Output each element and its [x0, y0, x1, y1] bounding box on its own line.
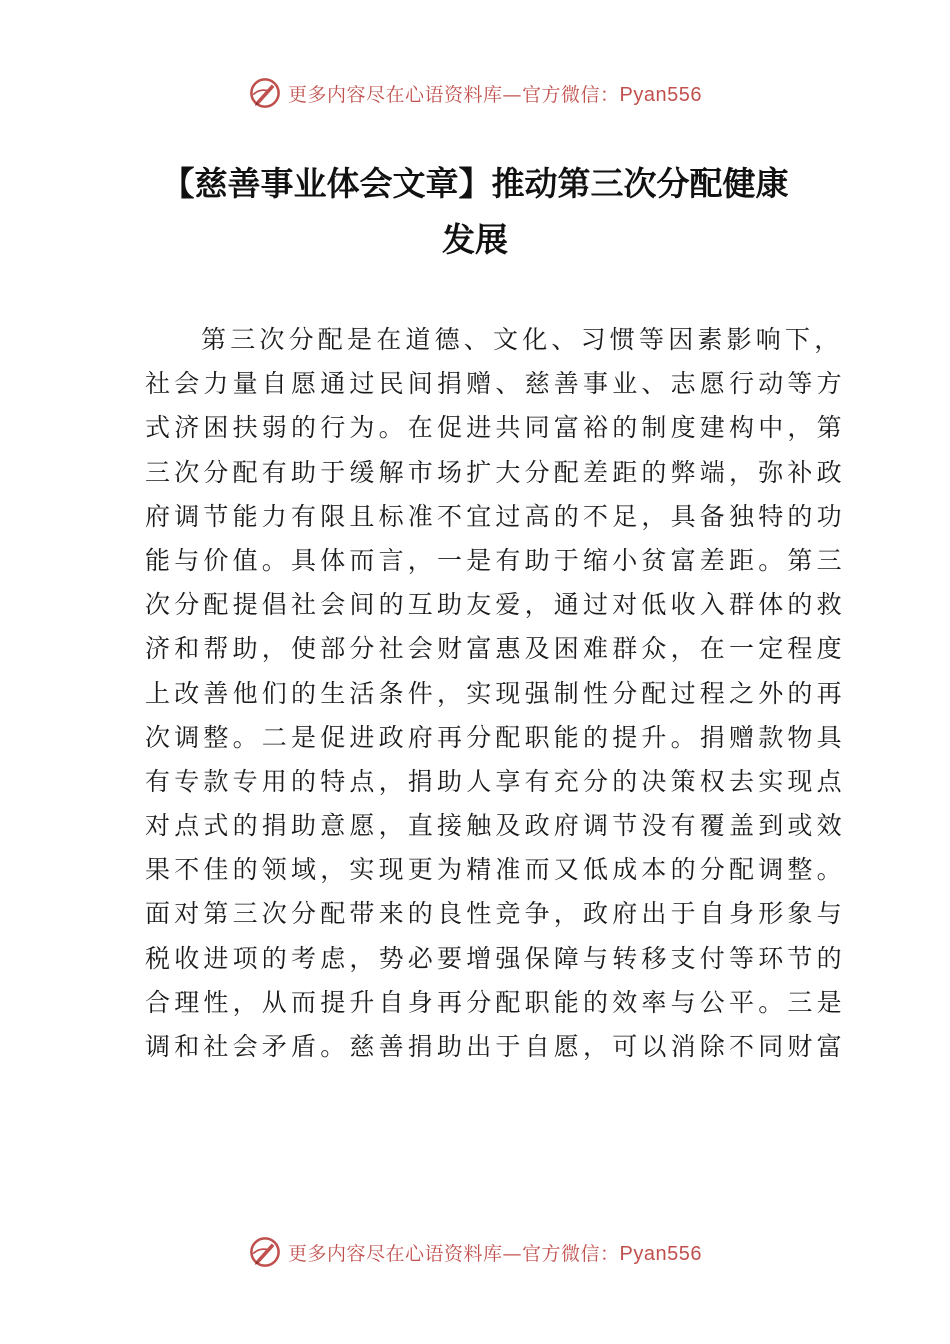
body-line: 次分配提倡社会间的互助友爱，通过对低收入群体的救 — [145, 590, 846, 620]
body-line: 果不佳的领域，实现更为精准而又低成本的分配调整。 — [145, 855, 846, 885]
body-line: 社会力量自愿通过民间捐赠、慈善事业、志愿行动等方 — [145, 369, 846, 399]
document-body — [145, 318, 846, 1069]
body-line: 调和社会矛盾。慈善捐助出于自愿，可以消除不同财富 — [145, 1032, 846, 1061]
header-wechat-id: Pyan556 — [619, 83, 702, 106]
pen-logo-icon — [248, 76, 282, 110]
body-line: 面对第三次分配带来的良性竞争，政府出于自身形象与 — [145, 899, 846, 929]
footer-banner — [0, 1232, 950, 1272]
title-line-1: 【慈善事业体会文章】推动第三次分配健康 — [161, 164, 789, 203]
body-line: 税收进项的考虑，势必要增强保障与转移支付等环节的 — [145, 943, 846, 973]
footer-wechat-id: Pyan556 — [619, 1242, 702, 1265]
body-line: 三次分配有助于缓解市场扩大分配差距的弊端，弥补政 — [145, 457, 846, 487]
header-banner — [0, 73, 950, 113]
title-line-2: 发展 — [442, 220, 508, 259]
body-line: 对点式的捐助意愿，直接触及政府调节没有覆盖到或效 — [145, 811, 846, 841]
body-line: 合理性，从而提升自身再分配职能的效率与公平。三是 — [145, 987, 846, 1017]
body-line: 第三次分配是在道德、文化、习惯等因素影响下， — [201, 325, 844, 354]
footer-banner-label: 更多内容尽在心语资料库—官方微信： — [288, 1242, 620, 1265]
header-banner-label: 更多内容尽在心语资料库—官方微信： — [288, 83, 620, 106]
pen-logo-icon — [248, 1235, 282, 1269]
body-line: 次调整。二是促进政府再分配职能的提升。捐赠款物具 — [145, 722, 846, 752]
footer-banner-text — [288, 1239, 702, 1266]
body-line: 有专款专用的特点，捐助人享有充分的决策权去实现点 — [145, 766, 846, 796]
body-line: 式济困扶弱的行为。在促进共同富裕的制度建构中，第 — [145, 413, 846, 443]
document-title — [0, 156, 950, 268]
body-line: 济和帮助，使部分社会财富惠及困难群众，在一定程度 — [145, 634, 846, 664]
body-line: 上改善他们的生活条件，实现强制性分配过程之外的再 — [145, 678, 846, 708]
body-line: 能与价值。具体而言，一是有助于缩小贫富差距。第三 — [145, 545, 846, 575]
header-banner-text — [288, 80, 702, 107]
body-line: 府调节能力有限且标准不宜过高的不足，具备独特的功 — [145, 501, 846, 531]
